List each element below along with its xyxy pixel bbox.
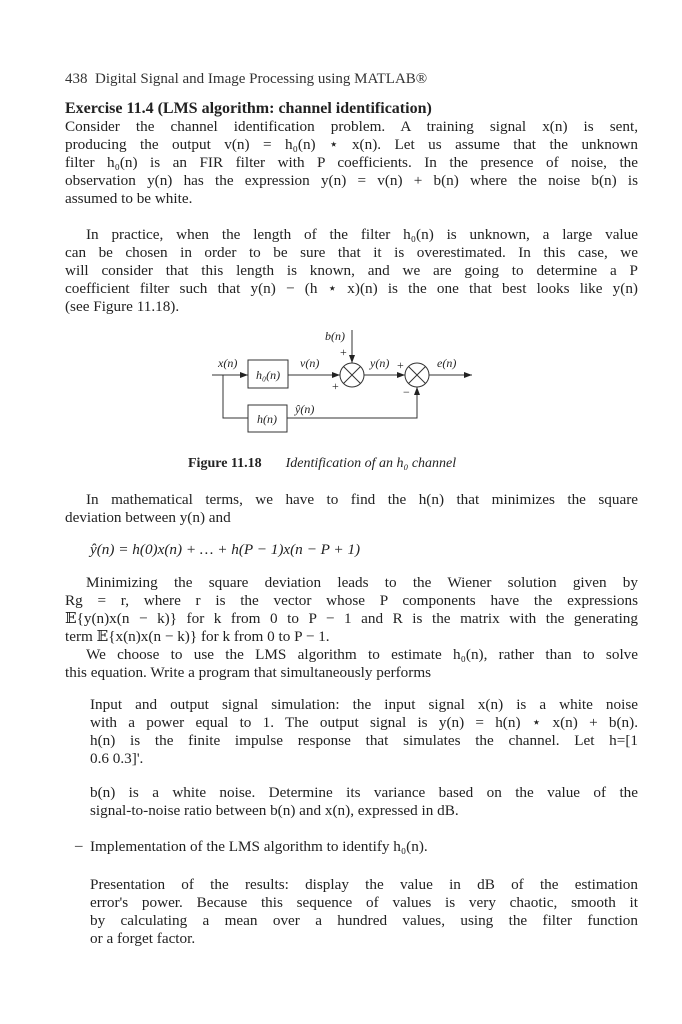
item1-line: 0.6 0.3]'. [90, 750, 144, 767]
label-e: e(n) [437, 356, 457, 370]
label-b: b(n) [325, 329, 345, 343]
plus-b: + [340, 345, 347, 359]
para1-line: observation y(n) has the expression y(n) = v(n) + b(n) where the noise b(n) is [65, 172, 638, 189]
label-x: x(n) [218, 356, 238, 370]
label-h0: h₀(n) [256, 368, 281, 382]
item3-line: Implementation of the LMS algorithm to identify h₀(n). [90, 838, 428, 855]
para4-line: Minimizing the square deviation leads to the Wiener solution given by [86, 574, 638, 591]
para2-line: In practice, when the length of the filter h₀(n) is unknown, a large value [86, 226, 638, 243]
para5-line: We choose to use the LMS algorithm to estimate h₀(n), rather than to solve [86, 646, 638, 663]
caption-number: Figure 11.18 [188, 456, 262, 471]
label-v: v(n) [300, 356, 320, 370]
block-diagram [0, 0, 682, 450]
para1-line: producing the output v(n) = h₀(n) ⋆ x(n). Let us assume that the unknown [65, 136, 638, 153]
item4-line: by calculating a mean over a hundred values, using the filter function [90, 912, 638, 929]
item1-line: Input and output signal simulation: the input signal x(n) is a white noise [90, 696, 638, 713]
item1-line: with a power equal to 1. The output signal is y(n) = h(n) ⋆ x(n) + b(n). [90, 714, 638, 731]
plus-y: + [397, 358, 404, 372]
equation: ŷ(n) = h(0)x(n) + … + h(P − 1)x(n − P + 1) [90, 541, 361, 558]
item4-line: Presentation of the results: display the value in dB of the estimation [90, 876, 638, 893]
label-y: y(n) [370, 356, 390, 370]
para3-line: In mathematical terms, we have to find the h(n) that minimizes the square [86, 491, 638, 508]
item2-line: b(n) is a white noise. Determine its variance based on the value of the [90, 784, 638, 801]
bullet-dash: – [75, 838, 83, 854]
para2-line: can be chosen in order to be sure that it is overestimated. In this case, we [65, 244, 638, 261]
exercise-title: Exercise 11.4 (LMS algorithm: channel identification) [65, 100, 432, 117]
para2-line: will consider that this length is known, and we are going to determine a P [65, 262, 638, 279]
para2-line: coefficient filter such that y(n) − (h ⋆ x)(n) is the one that best looks like y(n) [65, 280, 638, 297]
item4-line: or a forget factor. [90, 930, 196, 947]
para4-line: term 𝔼{x(n)x(n − k)} for k from 0 to P − 1. [65, 628, 330, 645]
para2-line: (see Figure 11.18). [65, 298, 180, 315]
para1-line: assumed to be white. [65, 190, 193, 207]
para4-line: 𝔼{y(n)x(n − k)} for k from 0 to P − 1 and R is the matrix with the generating [65, 610, 638, 627]
item2-line: signal-to-noise ratio between b(n) and x(n), expressed in dB. [90, 802, 459, 819]
label-yhat: ŷ(n) [295, 402, 315, 416]
page-number: 438 [65, 71, 88, 87]
item4-line: error's power. Because this sequence of values is very chaotic, smooth it [90, 894, 638, 911]
minus-yhat: − [403, 385, 410, 399]
para1-line: filter h₀(n) is an FIR filter with P coefficients. In the presence of noise, the [65, 154, 638, 171]
para5-line: this equation. Write a program that simultaneously performs [65, 664, 432, 681]
figure-caption [188, 456, 456, 472]
para3-line: deviation between y(n) and [65, 509, 231, 526]
label-h: h(n) [257, 412, 277, 426]
caption-text: Identification of an h₀ channel [285, 456, 457, 471]
running-title: Digital Signal and Image Processing using MATLAB® [95, 71, 428, 87]
para4-line: Rg = r, where r is the vector whose P components have the expressions [65, 592, 638, 609]
plus-v: + [332, 379, 339, 393]
item1-line: h(n) is the finite impulse response that simulates the channel. Let h=[1 [90, 732, 638, 749]
para1-line: Consider the channel identification problem. A training signal x(n) is sent, [65, 118, 638, 135]
